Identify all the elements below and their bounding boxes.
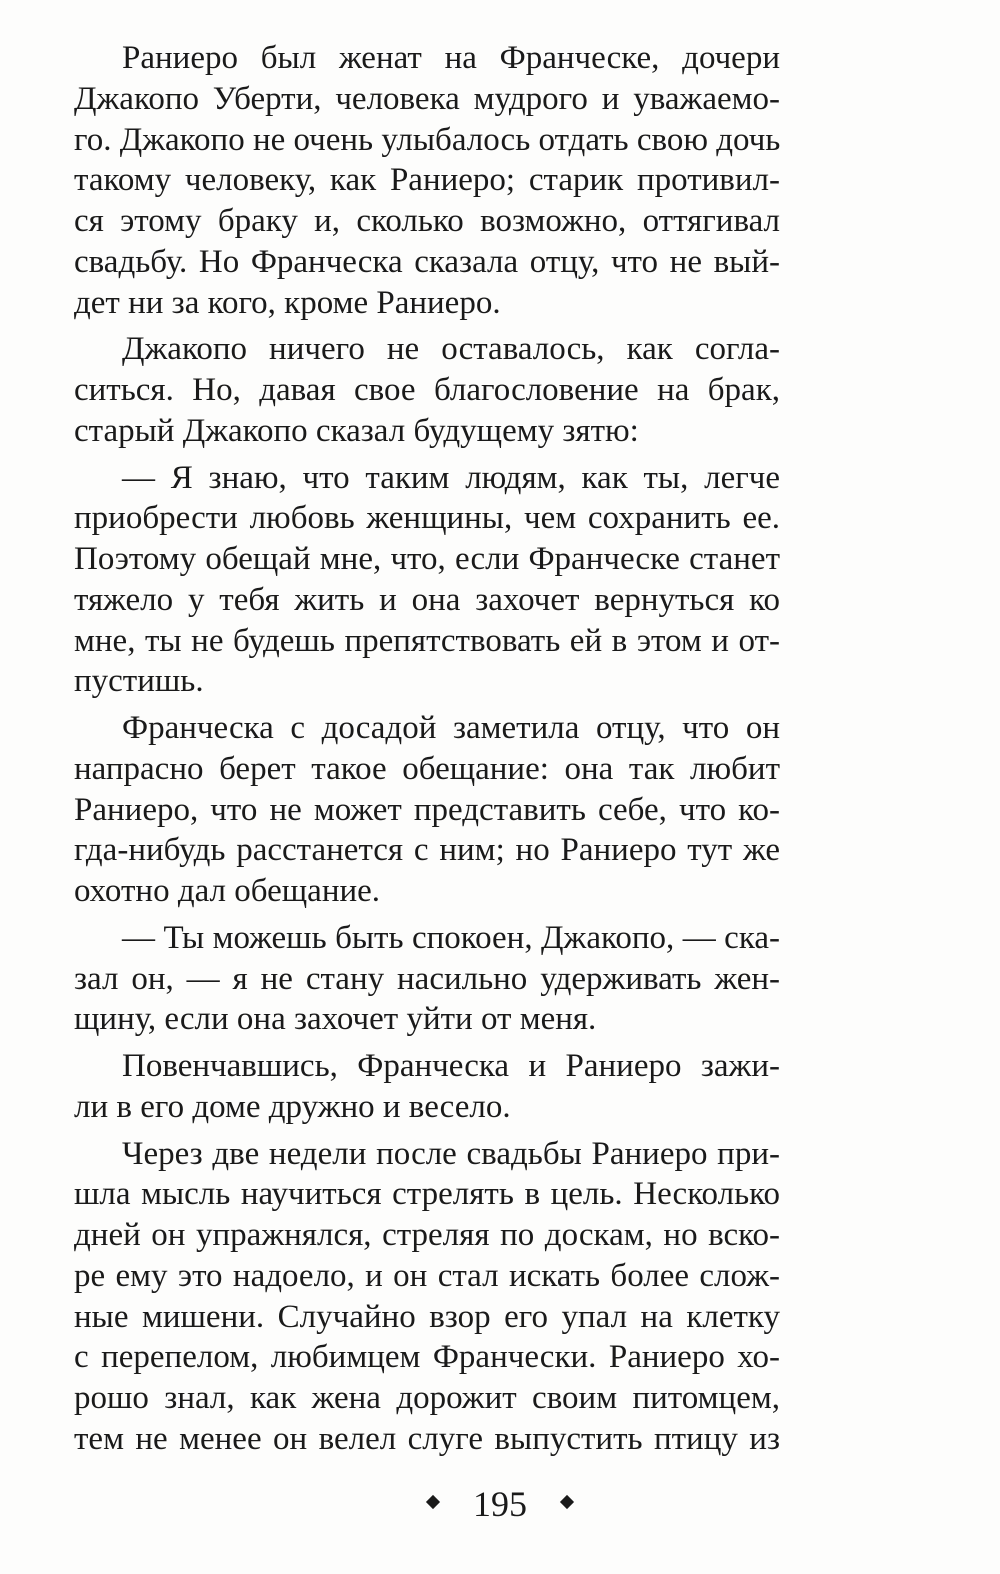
- text-line: рошо знал, как жена дорожит своим питомцем,: [74, 1380, 780, 1416]
- text-line: Через две недели после свадьбы Раниеро при-: [122, 1135, 780, 1172]
- text-line: шла мысль научиться стрелять в цель. Несколько: [74, 1176, 780, 1213]
- text-line: мне, ты не будешь препятствовать ей в этом и от-: [74, 622, 780, 659]
- text-line: охотно дал обещание.: [74, 873, 381, 909]
- text-line: — Я знаю, что таким людям, как ты, легче: [122, 459, 780, 496]
- paragraph-2: [74, 329, 780, 451]
- text-line: свадьбу. Но Франческа сказала отцу, что не вый-: [74, 243, 780, 280]
- text-line: ся этому браку и, сколько возможно, оттягивал: [74, 203, 780, 239]
- text-line: зал он, — я не стану насильно удерживать жен-: [74, 960, 780, 997]
- page-footer: [0, 1478, 1000, 1526]
- paragraph-3: [74, 458, 780, 703]
- text-line: ные мишени. Случайно взор его упал на клетку: [74, 1298, 780, 1335]
- paragraph-4: [74, 708, 780, 912]
- text-line: приобрести любовь женщины, чем сохранить ее.: [74, 500, 780, 537]
- text-line: Поэтому обещай мне, что, если Франческе станет: [74, 541, 780, 577]
- text-line: с перепелом, любимцем Франчески. Раниеро хо-: [74, 1339, 780, 1376]
- paragraph-6: [74, 1046, 780, 1128]
- right-bullet-icon: [560, 1495, 574, 1509]
- text-line: го. Джакопо не очень улыбалось отдать свою дочь: [74, 121, 781, 158]
- text-line: ситься. Но, давая свое благословение на брак,: [74, 372, 780, 408]
- paragraph-1: [74, 38, 780, 323]
- paragraph-5: [74, 918, 780, 1040]
- text-line: напрасно берет такое обещание: она так любит: [74, 750, 780, 787]
- text-line: Франческа с досадой заметила отцу, что он: [122, 710, 780, 746]
- text-line: старый Джакопо сказал будущему зятю:: [74, 412, 639, 449]
- body-text: [74, 38, 780, 1460]
- paragraph-7: [74, 1134, 780, 1460]
- text-line: тем не менее он велел слуге выпустить птицу из: [74, 1420, 780, 1457]
- text-line: — Ты можешь быть спокоен, Джакопо, — ска-: [122, 919, 780, 956]
- page-number: 195: [473, 1483, 527, 1524]
- text-line: тяжело у тебя жить и она захочет вернуться ко: [74, 581, 780, 618]
- text-line: Раниеро, что не может представить себе, что ко-: [74, 791, 780, 828]
- text-line: Повенчавшись, Франческа и Раниеро зажи-: [122, 1048, 780, 1084]
- left-bullet-icon: [426, 1495, 440, 1509]
- text-line: Джакопо ничего не оставалось, как согла-: [122, 331, 780, 368]
- text-line: такому человеку, как Раниеро; старик противил-: [74, 162, 780, 199]
- text-line: гда-нибудь расстанется с ним; но Раниеро тут же: [74, 832, 780, 869]
- text-line: ли в его доме дружно и весело.: [74, 1088, 511, 1125]
- text-line: ре ему это надоело, и он стал искать более слож-: [74, 1257, 780, 1294]
- text-line: Джакопо Уберти, человека мудрого и уважаемо-: [74, 80, 780, 117]
- text-line: Раниеро был женат на Франческе, дочери: [122, 40, 780, 76]
- text-line: дет ни за кого, кроме Раниеро.: [74, 284, 501, 321]
- text-line: дней он упражнялся, стреляя по доскам, но вско-: [74, 1217, 780, 1253]
- text-line: пустишь.: [74, 663, 204, 700]
- text-line: щину, если она захочет уйти от меня.: [74, 1001, 597, 1038]
